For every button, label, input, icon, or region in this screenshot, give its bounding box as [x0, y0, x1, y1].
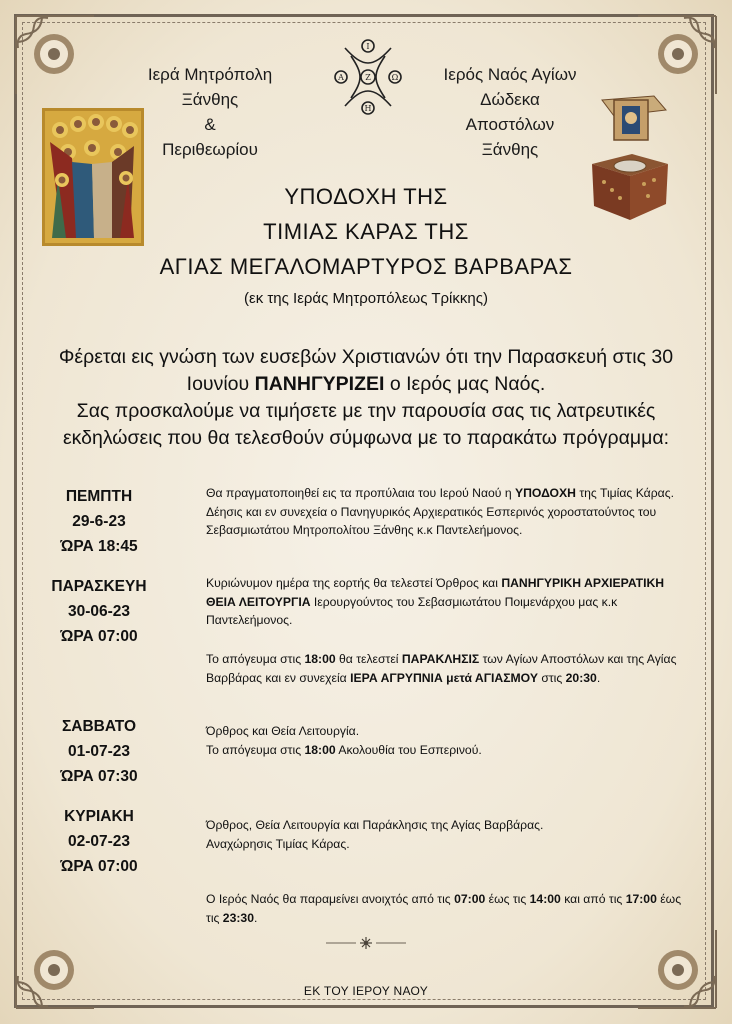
intro-line: εκδηλώσεις που θα τελεσθούν σύμφωνα με το παρακάτω πρόγραμμα: — [62, 427, 670, 449]
description-text: στις — [537, 670, 566, 685]
corner-ornament-icon — [12, 926, 98, 1012]
heading-line: Ιερά Μητρόπολη — [147, 65, 273, 84]
monogram-letter: Ι — [366, 42, 370, 51]
emphasis-text: ΙΕΡΑ ΑΓΡΥΠΝΙΑ μετά ΑΓΙΑΣΜΟΥ — [350, 670, 538, 685]
schedule-description — [206, 650, 696, 687]
title-line: ΤΙΜΙΑΣ ΚΑΡΑΣ ΤΗΣ — [263, 219, 469, 244]
heading-line: Ιερός Ναός Αγίων — [443, 65, 577, 84]
emphasis-text: ΠΑΡΑΚΛΗΣΙΣ — [401, 652, 480, 666]
intro-line: Σας προσκαλούμε να τιμήσετε με την παρουσία σας τις λατρευτικές — [76, 400, 656, 422]
schedule-description — [206, 574, 696, 630]
day-date: 30-06-23 — [67, 603, 131, 620]
schedule-description — [206, 722, 696, 759]
corner-ornament-icon — [12, 12, 98, 98]
monogram-letter: Ζ — [365, 73, 371, 82]
heading-line: & — [204, 115, 216, 134]
footer-signature: ΕΚ ΤΟΥ ΙΕΡΟΥ ΝΑΟΥ — [303, 984, 429, 998]
emphasis-text: 18:00 — [304, 742, 336, 757]
intro-text: ο Ιερός μας Ναός. — [384, 373, 546, 395]
description-text: έως τις — [206, 892, 682, 925]
heading-line: Ξάνθης — [181, 90, 239, 109]
description-text: της Τιμίας Κάρας. Δέησις και εν συνεχεία ο Πανηγυρικός Αρχιερατικός Εσπερινός χοροστατούντος του Σεβασμιωτάτου Μητροπολίτου Ξάνθης κ.κ Παντελεήμονος. — [206, 486, 674, 537]
day-time: ΏΡΑ 07:00 — [60, 858, 138, 875]
schedule-description — [206, 890, 696, 927]
intro-bold: ΠΑΝΗΓΥΡΙΖΕΙ — [254, 373, 385, 395]
description-text: Αναχώρησις Τιμίας Κάρας. — [206, 836, 350, 851]
description-text: Ιερουργούντος του Σεβασμιωτάτου Ποιμενάρχου μας κ.κ Παντελεήμονος. — [206, 594, 618, 627]
emphasis-text: ΠΑΝΗΓΥΡΙΚΗ ΑΡΧΙΕΡΑΤΙΚΗ ΘΕΙΑ ΛΕΙΤΟΥΡΓΙΑ — [206, 576, 665, 609]
schedule-day — [34, 804, 164, 879]
description-text: Κυριώνυμον ημέρα της εορτής θα τελεστεί Όρθρος και — [206, 576, 502, 590]
description-text: Όρθρος, Θεία Λειτουργία και Παράκλησις της Αγίας Βαρβάρας. — [206, 818, 544, 832]
emphasis-text: 07:00 — [454, 892, 486, 906]
heading-line: Ξάνθης — [481, 140, 539, 159]
intro-paragraph — [28, 344, 704, 452]
church-heading — [410, 62, 610, 162]
emphasis-text: 14:00 — [529, 892, 561, 906]
description-text: Το απόγευμα στις — [206, 652, 305, 666]
heading-line: Αποστόλων — [465, 115, 555, 134]
description-text: των Αγίων Αποστόλων και της Αγίας Βαρβάρας και εν συνεχεία — [206, 652, 677, 685]
description-text: Ο Ιερός Ναός θα παραμείνει ανοιχτός από τις — [206, 892, 455, 906]
day-time: ΏΡΑ 07:30 — [60, 768, 138, 785]
day-name: ΠΑΡΑΣΚΕΥΗ — [51, 578, 147, 595]
subtitle: (εκ της Ιεράς Μητροπόλεως Τρίκκης) — [244, 290, 488, 307]
description-text: . — [596, 670, 601, 685]
description-text: Θα πραγματοποιηθεί εις τα προπύλαια του Ιερού Ναού η — [206, 486, 515, 500]
intro-text: Ιουνίου — [186, 373, 255, 395]
day-date: 02-07-23 — [67, 833, 131, 850]
schedule-day — [34, 574, 164, 649]
description-text: έως τις — [485, 892, 530, 906]
heading-line: Δώδεκα — [480, 90, 540, 109]
day-name: ΚΥΡΙΑΚΗ — [64, 808, 134, 825]
monogram-letter: Η — [364, 104, 372, 113]
emphasis-text: 17:00 — [625, 892, 657, 906]
schedule-day — [34, 714, 164, 789]
monogram-letter: Α — [338, 73, 344, 82]
schedule-day — [34, 484, 164, 559]
intro-line: Φέρεται εις γνώση των ευσεβών Χριστιανών ότι την Παρασκευή στις 30 — [58, 346, 674, 368]
description-text: Ακολουθία του Εσπερινού. — [335, 742, 482, 757]
intro-line — [28, 371, 704, 398]
day-date: 01-07-23 — [67, 743, 131, 760]
emphasis-text: 20:30 — [565, 670, 597, 685]
schedule-description — [206, 816, 696, 853]
emphasis-text: 23:30 — [222, 910, 254, 925]
schedule-description — [206, 484, 696, 540]
monogram-icon — [333, 38, 403, 116]
day-time: ΏΡΑ 18:45 — [60, 538, 138, 555]
day-date: 29-6-23 — [72, 513, 126, 530]
title-line: ΥΠΟΔΟΧΗ ΤΗΣ — [284, 184, 448, 209]
description-text: και από τις — [560, 892, 626, 906]
heading-line: Περιθεωρίου — [162, 140, 258, 159]
emphasis-text: ΥΠΟΔΟΧΗ — [515, 486, 576, 500]
monogram-letter: Ω — [391, 73, 399, 82]
emphasis-text: 18:00 — [304, 652, 336, 666]
description-text: θα τελεστεί — [335, 652, 402, 666]
description-text: Όρθρος και Θεία Λειτουργία. — [206, 724, 360, 738]
corner-ornament-icon — [634, 926, 720, 1012]
description-text: Το απόγευμα στις — [206, 742, 305, 757]
metropolis-heading — [126, 62, 294, 162]
day-name: ΠΕΜΠΤΗ — [65, 488, 133, 505]
corner-ornament-icon — [634, 12, 720, 98]
day-time: ΏΡΑ 07:00 — [60, 628, 138, 645]
day-name: ΣΑΒΒΑΤΟ — [61, 718, 137, 735]
description-text: . — [253, 910, 258, 925]
divider-ornament-icon — [326, 936, 406, 950]
title-line: ΑΓΙΑΣ ΜΕΓΑΛΟΜΑΡΤΥΡΟΣ ΒΑΡΒΑΡΑΣ — [159, 254, 573, 279]
